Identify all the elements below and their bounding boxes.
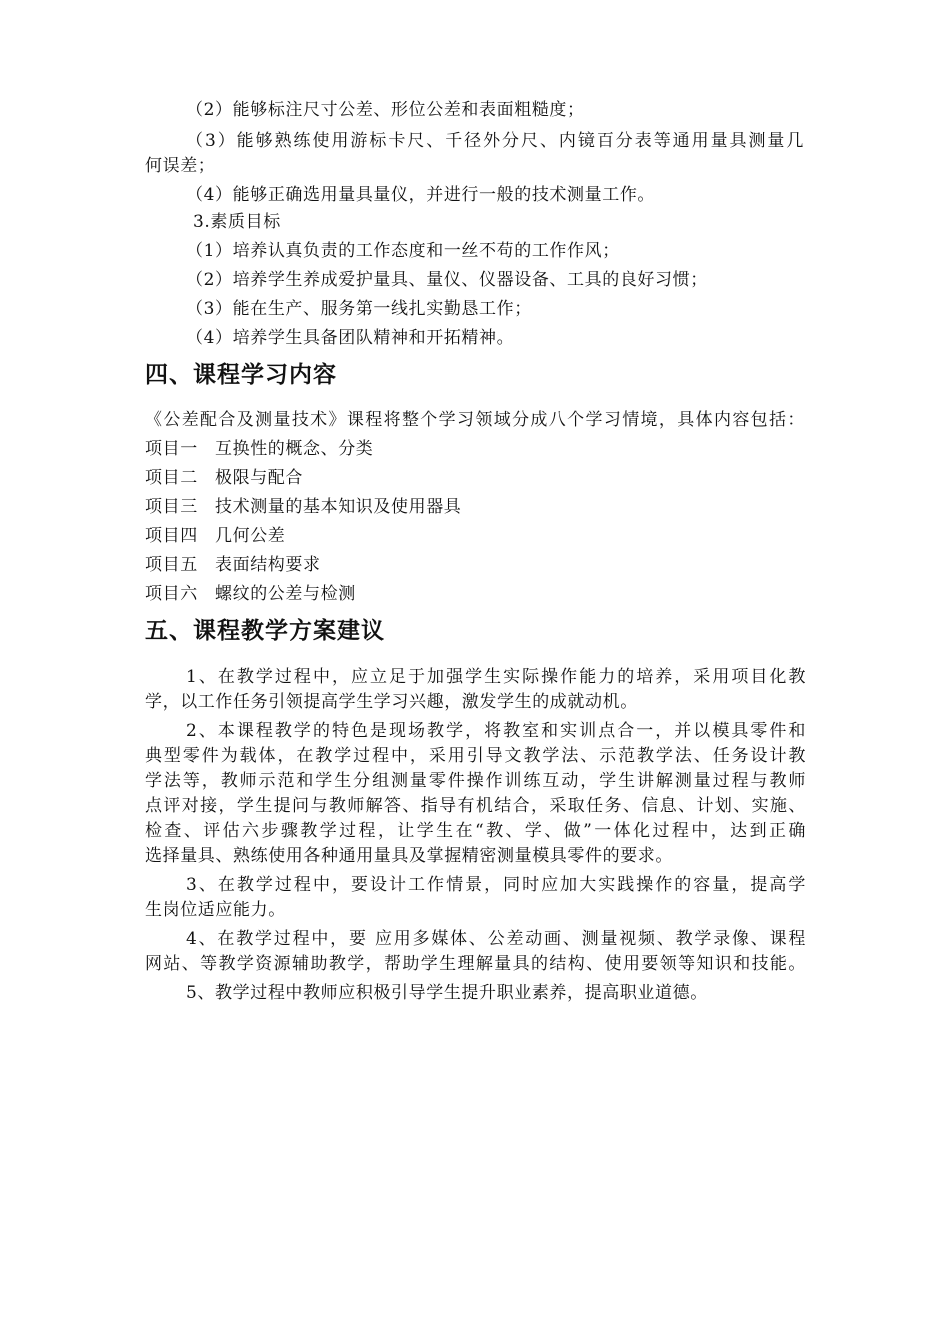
- project-item: [145, 437, 373, 461]
- para1-line2: 学，以工作任务引领提高学生学习兴趣，激发学生的成就动机。: [145, 692, 638, 712]
- quality-item-1: （1）培养认真负责的工作态度和一丝不苟的工作作风；: [186, 241, 620, 261]
- para4-line2: 网站、等教学资源辅助教学，帮助学生理解量具的结构、使用要领等知识和技能。: [145, 954, 806, 974]
- project-title: 互换性的概念、分类: [215, 439, 374, 459]
- project-item: [145, 524, 285, 548]
- project-item: [145, 466, 303, 490]
- project-title: 极限与配合: [215, 468, 303, 488]
- project-title: 技术测量的基本知识及使用器具: [215, 497, 462, 517]
- project-number: 项目四: [145, 526, 198, 546]
- para2-line1: 2、本课程教学的特色是现场教学，将教室和实训点合一，并以模具零件和: [186, 721, 806, 741]
- section5-heading: 五、课程教学方案建议: [145, 618, 385, 644]
- para3-line1: 3、在教学过程中，要设计工作情景，同时应加大实践操作的容量，提高学: [186, 875, 806, 895]
- quality-item-2: （2）培养学生养成爱护量具、量仪、仪器设备、工具的良好习惯；: [186, 270, 708, 290]
- quality-item-4: （4）培养学生具备团队精神和开拓精神。: [186, 328, 515, 348]
- skill-item-4: （4）能够正确选用量具量仪，并进行一般的技术测量工作。: [186, 185, 656, 205]
- para2-line6: 选择量具、熟练使用各种通用量具及掌握精密测量模具零件的要求。: [145, 846, 673, 866]
- project-item: [145, 582, 356, 606]
- para2-line2: 典型零件为载体，在教学过程中，采用引导文教学法、示范教学法、任务设计教: [145, 746, 806, 766]
- para2-line4: 点评对接，学生提问与教师解答、指导有机结合，采取任务、信息、计划、实施、: [145, 796, 806, 816]
- para2-line5: 检查、评估六步骤教学过程，让学生在“教、学、做”一体化过程中，达到正确: [145, 821, 806, 841]
- project-number: 项目二: [145, 468, 198, 488]
- para5-line1: 5、教学过程中教师应积极引导学生提升职业素养，提高职业道德。: [186, 983, 708, 1003]
- para1-line1: 1、在教学过程中，应立足于加强学生实际操作能力的培养，采用项目化教: [186, 667, 806, 687]
- project-number: 项目六: [145, 584, 198, 604]
- project-title: 螺纹的公差与检测: [215, 584, 356, 604]
- project-title: 表面结构要求: [215, 555, 321, 575]
- skill-item-3-line1: （3）能够熟练使用游标卡尺、千径外分尺、内镜百分表等通用量具测量几: [186, 131, 804, 151]
- quality-goal-title: 3.素质目标: [193, 212, 281, 232]
- skill-item-3-line2: 何误差；: [145, 156, 216, 176]
- section4-heading: 四、课程学习内容: [145, 362, 337, 388]
- project-item: [145, 495, 461, 519]
- project-number: 项目三: [145, 497, 198, 517]
- para2-line3: 学法等，教师示范和学生分组测量零件操作训练互动，学生讲解测量过程与教师: [145, 771, 806, 791]
- skill-item-2: （2）能够标注尺寸公差、形位公差和表面粗糙度；: [186, 100, 585, 120]
- project-number: 项目五: [145, 555, 198, 575]
- project-number: 项目一: [145, 439, 198, 459]
- para3-line2: 生岗位适应能力。: [145, 900, 286, 920]
- section4-intro: 《公差配合及测量技术》课程将整个学习领域分成八个学习情境，具体内容包括：: [145, 410, 805, 430]
- project-title: 几何公差: [215, 526, 286, 546]
- quality-item-3: （3）能在生产、服务第一线扎实勤恳工作；: [186, 299, 532, 319]
- project-item: [145, 553, 321, 577]
- para4-line1: 4、在教学过程中，要 应用多媒体、公差动画、测量视频、教学录像、课程: [186, 929, 806, 949]
